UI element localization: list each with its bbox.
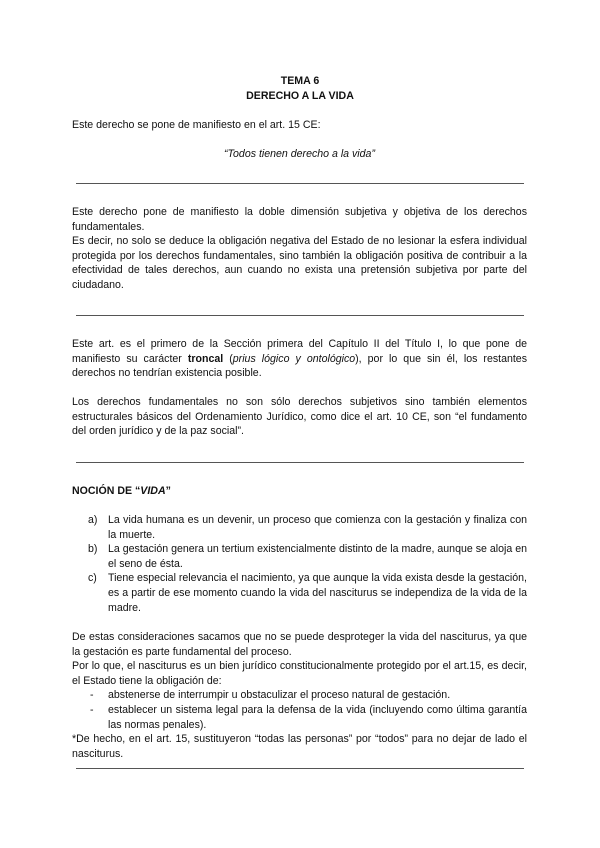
list-item [72, 703, 527, 732]
divider [76, 183, 524, 184]
list-marker: a) [88, 514, 98, 526]
list-item-text: La gestación genera un tertium existencialmente distinto de la madre, aunque se aloja en el seno de ésta. [108, 543, 527, 570]
divider [76, 768, 524, 769]
nocion-paragraph-2: Por lo que, el nasciturus es un bien jurídico constitucionalmente protegido por el art.15, es decir, el Estado tiene la obligación de: [72, 660, 527, 687]
section2-paragraph-2: Los derechos fundamentales no son sólo derechos subjetivos sino también elementos estructurales básicos del Ordenamiento Jurídico, como dice el art. 10 CE, son “el fundamento del orden jurídico y de la paz social”. [72, 396, 527, 438]
list-marker: b) [88, 543, 98, 556]
intro-paragraph: Este derecho se pone de manifiesto en el art. 15 CE: [72, 119, 321, 131]
article-quote: “Todos tienen derecho a la vida” [224, 148, 375, 160]
section1-paragraph-1: Este derecho pone de manifiesto la doble dimensión subjetiva y objetiva de los derechos fundamentales. [72, 206, 527, 233]
nocion-list [72, 513, 527, 615]
footnote: *De hecho, en el art. 15, sustituyeron “todas las personas” por “todos” para no dejar de lado el nasciturus. [72, 733, 527, 760]
list-item-text: La vida humana es un devenir, un proceso que comienza con la gestación y finaliza con la muerte. [108, 514, 527, 541]
nocion-body [72, 630, 527, 761]
list-item [72, 571, 527, 615]
section2-paragraph-1 [72, 337, 527, 381]
list-item-text: abstenerse de interrumpir u obstaculizar el proceso natural de gestación. [108, 689, 451, 702]
list-item-text: establecer un sistema legal para la defensa de la vida (incluyendo como última garantía las normas penales). [108, 703, 527, 731]
heading-text: NOCIÓN DE “ [72, 485, 141, 497]
heading-italic: VIDA [140, 485, 166, 497]
list-item-text: Tiene especial relevancia el nacimiento, ya que aunque la vida exista desde la gestación, es a partir de ese momento cuando la vida del nasciturus se independiza de la vida de la madre. [108, 572, 527, 614]
list-item [72, 688, 527, 703]
text-run: ( [223, 352, 233, 365]
nocion-paragraph-1: De estas consideraciones sacamos que no se puede desproteger la vida del nasciturus, ya que la gestación es parte fundamental del proceso. [72, 631, 527, 658]
page-title: DERECHO A LA VIDA [246, 90, 354, 102]
list-marker: - [90, 689, 94, 702]
list-marker: c) [88, 572, 97, 585]
section1 [72, 205, 527, 293]
text-run: Este art. es el primero de la Sección primera del Capítulo II del Título I, lo que pone de manifiesto su carácter [72, 338, 527, 365]
section-heading-nocion [72, 484, 527, 499]
list-item [72, 513, 527, 542]
text-run: ), por lo que sin él, los restantes derechos no tendrían existencia posible. [72, 352, 527, 380]
list-marker: - [90, 703, 94, 716]
emphasis-bold: troncal [187, 352, 224, 365]
divider [76, 315, 524, 316]
divider [76, 462, 524, 463]
heading-text: ” [165, 485, 171, 497]
section1-paragraph-2: Es decir, no solo se deduce la obligación negativa del Estado de no lesionar la esfera individual protegida por los derechos fundamentales, sino también la obligación positiva de contribuir a la efectividad de tales derechos, aun cuando no exista una pretensión subjetiva por parte del ciudadano. [72, 235, 527, 291]
list-item [72, 542, 527, 571]
emphasis-italic: prius lógico y ontológico [232, 352, 356, 365]
tema-label: TEMA 6 [280, 75, 320, 87]
